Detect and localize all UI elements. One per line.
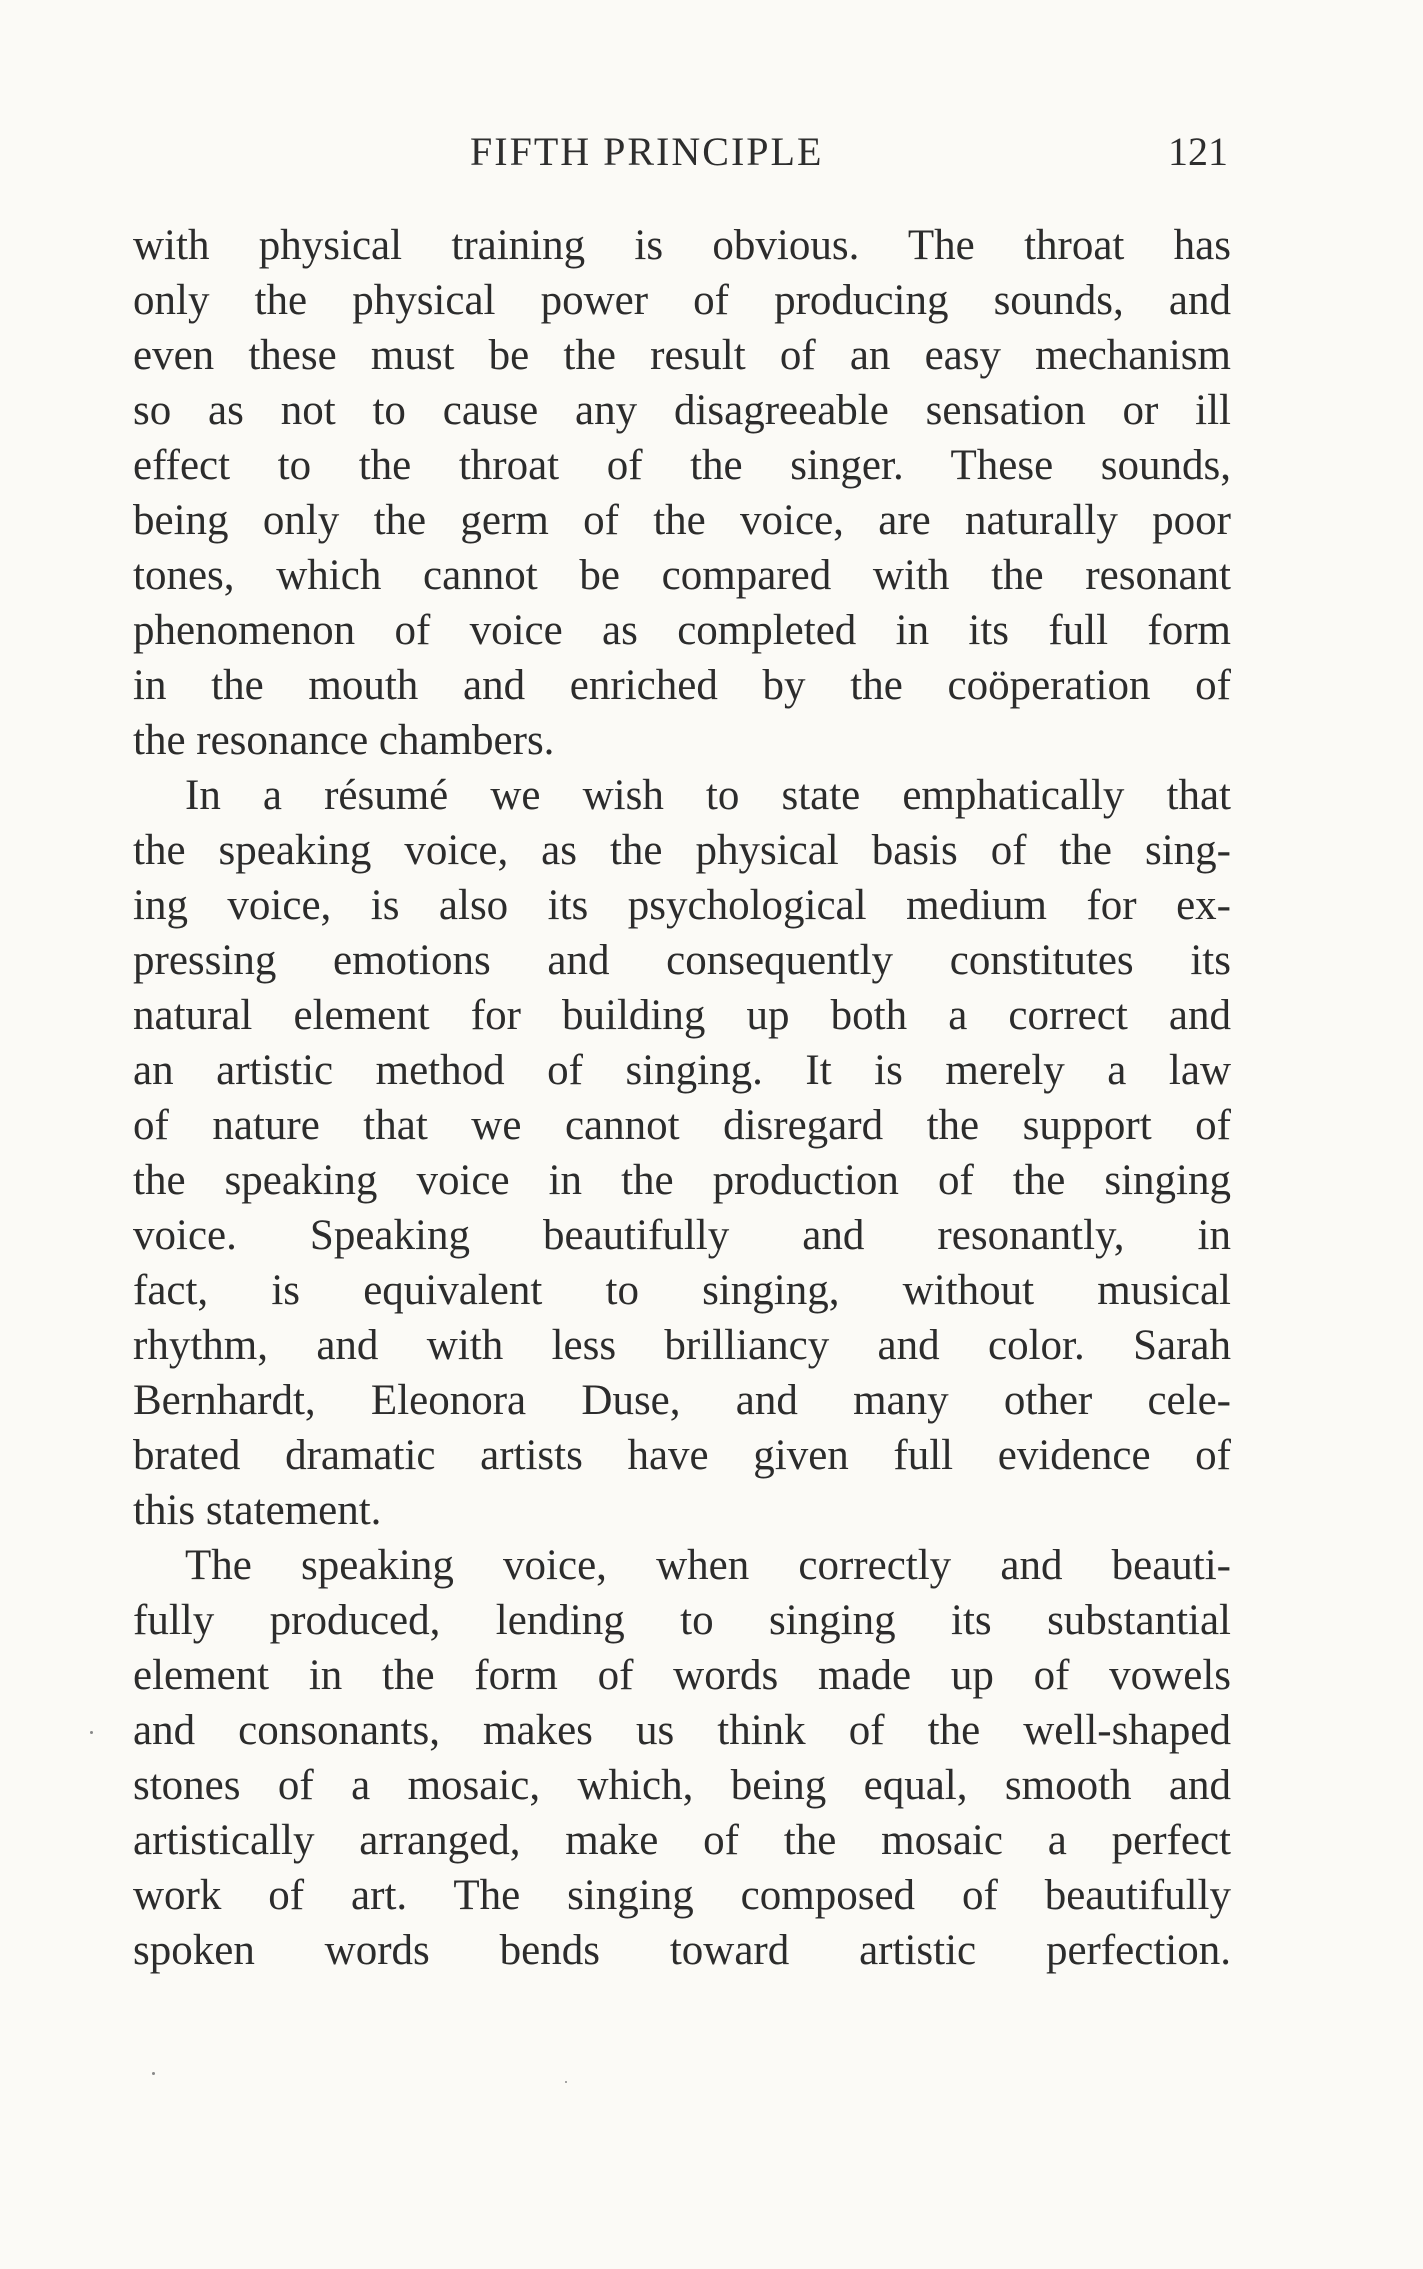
scan-speck bbox=[152, 2072, 155, 2075]
text-line: fully produced, lending to singing its substantial bbox=[133, 1597, 1231, 1644]
text-line: fact, is equivalent to singing, without musical bbox=[133, 1267, 1231, 1314]
text-line: the resonance chambers. bbox=[133, 717, 555, 764]
text-line: being only the germ of the voice, are naturally poor bbox=[133, 497, 1231, 544]
text-line: natural element for building up both a correct and bbox=[133, 992, 1231, 1039]
text-line: In a résumé we wish to state emphatically that bbox=[185, 772, 1231, 819]
text-line: work of art. The singing composed of beautifully bbox=[133, 1872, 1231, 1919]
text-line: element in the form of words made up of vowels bbox=[133, 1652, 1231, 1699]
text-line: spoken words bends toward artistic perfection. bbox=[133, 1927, 1231, 1974]
paragraph-1 bbox=[133, 218, 1231, 768]
text-line: effect to the throat of the singer. These sounds, bbox=[133, 442, 1231, 489]
running-head: FIFTH PRINCIPLE bbox=[470, 129, 824, 174]
text-line: the speaking voice in the production of the singing bbox=[133, 1157, 1231, 1204]
text-line: only the physical power of producing sounds, and bbox=[133, 277, 1231, 324]
text-line: so as not to cause any disagreeable sensation or ill bbox=[133, 387, 1231, 434]
text-line: phenomenon of voice as completed in its full form bbox=[133, 607, 1231, 654]
text-line: stones of a mosaic, which, being equal, smooth and bbox=[133, 1762, 1231, 1809]
text-line: even these must be the result of an easy mechanism bbox=[133, 332, 1231, 379]
scan-speck bbox=[90, 1731, 93, 1734]
text-line: and consonants, makes us think of the well-shaped bbox=[133, 1707, 1231, 1754]
text-line: rhythm, and with less brilliancy and color. Sarah bbox=[133, 1322, 1231, 1369]
text-line: voice. Speaking beautifully and resonantly, in bbox=[133, 1212, 1231, 1259]
text-line: this statement. bbox=[133, 1487, 382, 1534]
text-line: tones, which cannot be compared with the resonant bbox=[133, 552, 1231, 599]
page-header bbox=[470, 128, 1228, 178]
text-line: brated dramatic artists have given full evidence of bbox=[133, 1432, 1231, 1479]
text-line: The speaking voice, when correctly and beauti- bbox=[185, 1542, 1231, 1589]
text-line: of nature that we cannot disregard the support of bbox=[133, 1102, 1231, 1149]
text-line: ing voice, is also its psychological medium for ex- bbox=[133, 882, 1231, 929]
text-line: with physical training is obvious. The throat has bbox=[133, 222, 1231, 269]
text-line: artistically arranged, make of the mosaic a perfect bbox=[133, 1817, 1231, 1864]
text-line: an artistic method of singing. It is merely a law bbox=[133, 1047, 1231, 1094]
text-line: Bernhardt, Eleonora Duse, and many other cele- bbox=[133, 1377, 1231, 1424]
text-line: in the mouth and enriched by the coöperation of bbox=[133, 662, 1231, 709]
text-line: the speaking voice, as the physical basis of the sing- bbox=[133, 827, 1231, 874]
paragraph-2 bbox=[133, 768, 1231, 1538]
body-text bbox=[133, 218, 1231, 1978]
scan-speck bbox=[565, 2081, 567, 2083]
text-line: pressing emotions and consequently constitutes its bbox=[133, 937, 1231, 984]
paragraph-3 bbox=[133, 1538, 1231, 1978]
page-number: 121 bbox=[1168, 129, 1228, 174]
